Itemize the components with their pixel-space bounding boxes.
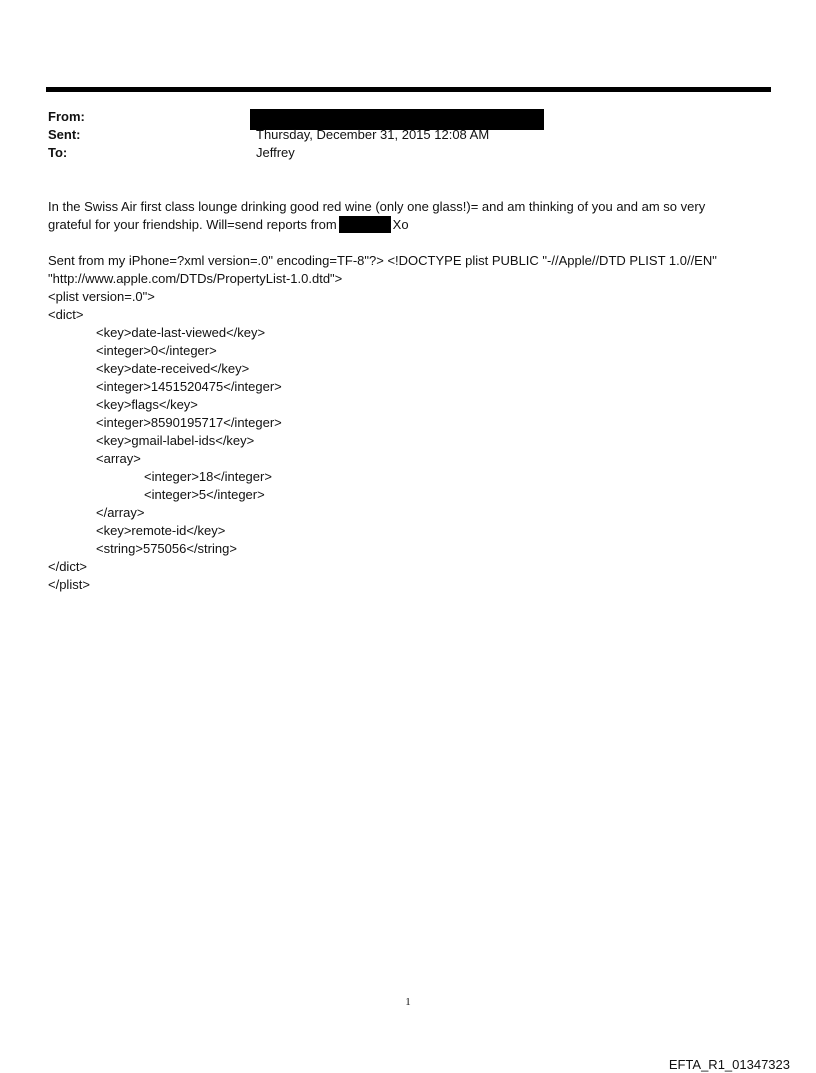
plist-open: <plist version=.0"> (48, 289, 155, 304)
plist-close: </plist> (48, 577, 90, 592)
sent-from-line: Sent from my iPhone=?xml version=.0" encoding=TF-8"?> <!DOCTYPE plist PUBLIC "-//Apple//DTD PLIST 1.0//EN" (48, 253, 717, 268)
plist-entry: <key>flags</key> (96, 397, 198, 412)
page-number: 1 (405, 996, 411, 1008)
from-label: From: (48, 109, 85, 124)
to-label: To: (48, 145, 68, 160)
dict-open: <dict> (48, 307, 84, 322)
array-close: </array> (96, 505, 145, 520)
plist-entry: <key>date-last-viewed</key> (96, 325, 266, 340)
plist-entry: <key>remote-id</key> (96, 523, 226, 538)
message-line-2-end: Xo (392, 217, 409, 232)
to-value: Jeffrey (256, 145, 295, 160)
plist-entry: <integer>8590195717</integer> (96, 415, 282, 430)
array-item: <integer>5</integer> (144, 487, 265, 502)
document-id: EFTA_R1_01347323 (668, 1057, 790, 1072)
dict-close: </dict> (48, 559, 88, 574)
plist-entry: <key>gmail-label-ids</key> (96, 433, 255, 448)
redaction-box (339, 216, 391, 233)
message-line-2 (48, 216, 748, 234)
plist-entry: <string>575056</string> (96, 541, 237, 556)
plist-entry: <key>date-received</key> (96, 361, 250, 376)
plist-entry: <integer>1451520475</integer> (96, 379, 282, 394)
message-line-1: In the Swiss Air first class lounge drinking good red wine (only one glass!)= and am thinking of you and am so very (48, 199, 706, 214)
array-item: <integer>18</integer> (144, 469, 272, 484)
sent-value: Thursday, December 31, 2015 12:08 AM (256, 127, 490, 142)
plist-entry: <integer>0</integer> (96, 343, 217, 358)
header-divider (46, 87, 771, 92)
message-line-2-start: grateful for your friendship. Will=send reports from (48, 217, 337, 232)
sent-label: Sent: (48, 127, 81, 142)
plist-entry: <array> (96, 451, 141, 466)
dtd-line: "http://www.apple.com/DTDs/PropertyList-1.0.dtd"> (48, 271, 343, 286)
